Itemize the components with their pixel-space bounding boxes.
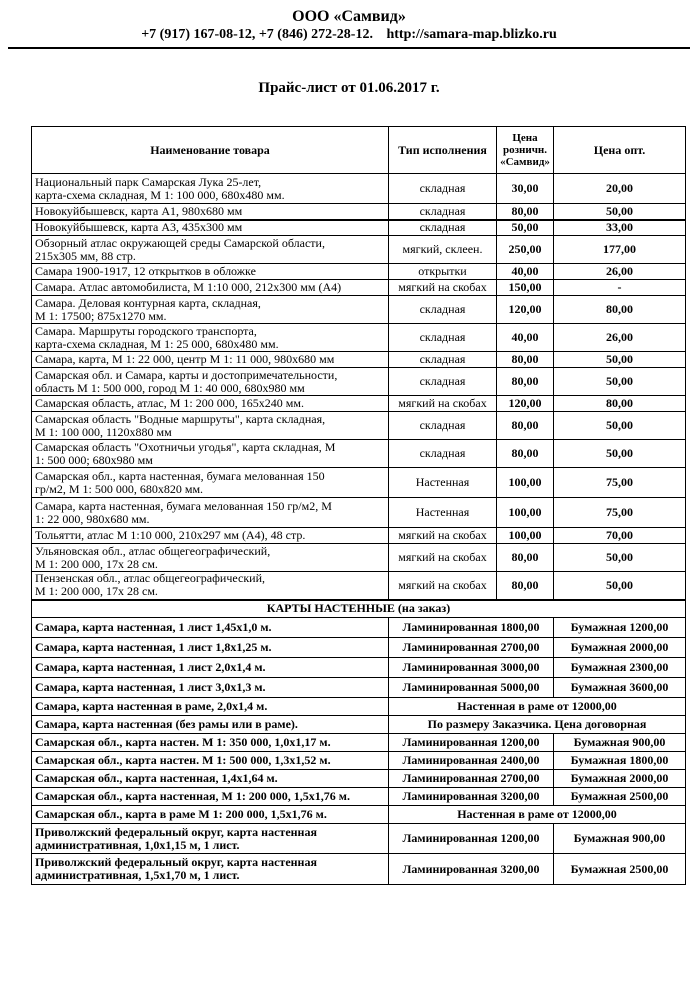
paper-price: Бумажная 1200,00: [554, 618, 686, 638]
wall-map-row: [32, 734, 686, 752]
wall-map-row: [32, 770, 686, 788]
product-row: [32, 468, 686, 498]
product-row: [32, 174, 686, 204]
wholesale-price: 50,00: [554, 440, 686, 468]
wall-map-row: [32, 618, 686, 638]
retail-price: 80,00: [497, 204, 554, 220]
wholesale-price: 20,00: [554, 174, 686, 204]
product-name: Пензенская обл., атлас общегеографический, М 1: 200 000, 17х 28 см.: [32, 572, 389, 600]
product-type: открытки: [389, 264, 497, 280]
product-type: складная: [389, 204, 497, 220]
wall-map-row: [32, 678, 686, 698]
wall-map-name: Самара, карта настенная, 1 лист 1,8х1,25 м.: [32, 638, 389, 658]
wall-map-name: Приволжский федеральный округ, карта настенная административная, 1,5х1,70 м, 1 лист.: [32, 854, 389, 885]
wall-map-name: Самара, карта настенная, 1 лист 2,0х1,4 м.: [32, 658, 389, 678]
product-type: мягкий на скобах: [389, 572, 497, 600]
product-name: Самарская область, атлас, М 1: 200 000, 165х240 мм.: [32, 396, 389, 412]
price-list-title: Прайс-лист от 01.06.2017 г.: [258, 80, 440, 96]
wholesale-price: 26,00: [554, 264, 686, 280]
paper-price: Бумажная 2000,00: [554, 638, 686, 658]
retail-price: 250,00: [497, 236, 554, 264]
wholesale-price: 50,00: [554, 368, 686, 396]
paper-price: Бумажная 3600,00: [554, 678, 686, 698]
wall-map-name: Приволжский федеральный округ, карта настенная административная, 1,0х1,15 м, 1 лист.: [32, 824, 389, 854]
header-retail-price: Цена розничн. «Самвид»: [497, 127, 554, 174]
product-row: [32, 572, 686, 600]
wall-map-row: [32, 806, 686, 824]
wholesale-price: 50,00: [554, 572, 686, 600]
wall-map-name: Самара, карта настенная, 1 лист 3,0х1,3 м.: [32, 678, 389, 698]
retail-price: 100,00: [497, 528, 554, 544]
paper-price: Бумажная 2500,00: [554, 788, 686, 806]
retail-price: 80,00: [497, 352, 554, 368]
product-name: Самара, карта настенная, бумага мелованная 150 гр/м2, М 1: 22 000, 980х680 мм.: [32, 498, 389, 528]
retail-price: 80,00: [497, 440, 554, 468]
product-name: Самарская обл., карта настенная, бумага мелованная 150 гр/м2, М 1: 500 000, 680х820 мм.: [32, 468, 389, 498]
header-type: Тип исполнения: [389, 127, 497, 174]
paper-price: Бумажная 2000,00: [554, 770, 686, 788]
laminated-price: Ламинированная 3200,00: [389, 788, 554, 806]
retail-price: 80,00: [497, 412, 554, 440]
product-name: Самара. Маршруты городского транспорта, карта-схема складная, М 1: 25 000, 680х480 мм.: [32, 324, 389, 352]
laminated-price: Ламинированная 2700,00: [389, 770, 554, 788]
product-name: Самара. Деловая контурная карта, складная, М 1: 17500; 875х1270 мм.: [32, 296, 389, 324]
retail-price: 30,00: [497, 174, 554, 204]
wholesale-price: 50,00: [554, 544, 686, 572]
wall-map-name: Самарская обл., карта настенная, М 1: 200 000, 1,5х1,76 м.: [32, 788, 389, 806]
wholesale-price: 26,00: [554, 324, 686, 352]
laminated-price: Ламинированная 1200,00: [389, 734, 554, 752]
wall-map-row: [32, 698, 686, 716]
wholesale-price: -: [554, 280, 686, 296]
wholesale-price: 75,00: [554, 498, 686, 528]
product-row: [32, 498, 686, 528]
table-header-row: [32, 127, 686, 174]
product-type: складная: [389, 296, 497, 324]
header-divider: [8, 47, 690, 49]
wall-map-name: Самара, карта настенная (без рамы или в раме).: [32, 716, 389, 734]
product-type: складная: [389, 174, 497, 204]
product-name: Самарская область "Охотничьи угодья", карта складная, М 1: 500 000; 680х980 мм: [32, 440, 389, 468]
product-type: мягкий на скобах: [389, 528, 497, 544]
product-name: Самара, карта, М 1: 22 000, центр М 1: 11 000, 980х680 мм: [32, 352, 389, 368]
product-name: Ульяновская обл., атлас общегеографический, М 1: 200 000, 17х 28 см.: [32, 544, 389, 572]
product-row: [32, 220, 686, 236]
laminated-price: Ламинированная 2400,00: [389, 752, 554, 770]
retail-price: 120,00: [497, 296, 554, 324]
wall-map-row: [32, 824, 686, 854]
product-row: [32, 204, 686, 220]
wholesale-price: 80,00: [554, 396, 686, 412]
laminated-price: Ламинированная 2700,00: [389, 638, 554, 658]
paper-price: Бумажная 900,00: [554, 734, 686, 752]
retail-price: 80,00: [497, 368, 554, 396]
phone-numbers: +7 (917) 167-08-12, +7 (846) 272-28-12.: [141, 27, 373, 42]
wall-map-row: [32, 788, 686, 806]
paper-price: Бумажная 1800,00: [554, 752, 686, 770]
product-row: [32, 324, 686, 352]
paper-price: Бумажная 2500,00: [554, 854, 686, 885]
laminated-price: Ламинированная 1200,00: [389, 824, 554, 854]
product-type: мягкий на скобах: [389, 396, 497, 412]
wall-map-row: [32, 638, 686, 658]
wholesale-price: 50,00: [554, 352, 686, 368]
product-name: Обзорный атлас окружающей среды Самарской области, 215х305 мм, 88 стр.: [32, 236, 389, 264]
wall-map-name: Самарская обл., карта настенная, 1,4х1,64 м.: [32, 770, 389, 788]
header-wholesale-price: Цена опт.: [554, 127, 686, 174]
price-table: [31, 126, 686, 885]
product-row: [32, 352, 686, 368]
product-name: Самара 1900-1917, 12 открытков в обложке: [32, 264, 389, 280]
wholesale-price: 70,00: [554, 528, 686, 544]
product-type: складная: [389, 368, 497, 396]
laminated-price: Ламинированная 5000,00: [389, 678, 554, 698]
wall-map-row: [32, 716, 686, 734]
product-row: [32, 368, 686, 396]
wall-maps-section-row: [32, 600, 686, 618]
laminated-price: Ламинированная 3000,00: [389, 658, 554, 678]
retail-price: 150,00: [497, 280, 554, 296]
product-row: [32, 412, 686, 440]
retail-price: 80,00: [497, 572, 554, 600]
retail-price: 100,00: [497, 468, 554, 498]
wall-map-price-note: По размеру Заказчика. Цена договорная: [389, 716, 686, 734]
product-type: складная: [389, 352, 497, 368]
wall-map-row: [32, 658, 686, 678]
product-name: Самарская обл. и Самара, карты и достопримечательности, область М 1: 500 000, город М 1: 40 000, 680х980 мм: [32, 368, 389, 396]
product-name: Тольятти, атлас М 1:10 000, 210х297 мм (А4), 48 стр.: [32, 528, 389, 544]
wall-maps-section-title: КАРТЫ НАСТЕННЫЕ (на заказ): [32, 600, 686, 618]
price-table-body: [32, 174, 686, 885]
product-row: [32, 296, 686, 324]
wall-map-price-note: Настенная в раме от 12000,00: [389, 806, 686, 824]
wholesale-price: 33,00: [554, 220, 686, 236]
retail-price: 40,00: [497, 264, 554, 280]
wall-map-row: [32, 854, 686, 885]
product-row: [32, 264, 686, 280]
product-row: [32, 544, 686, 572]
product-name: Новокуйбышевск, карта А3, 435х300 мм: [32, 220, 389, 236]
retail-price: 50,00: [497, 220, 554, 236]
product-type: складная: [389, 324, 497, 352]
product-name: Самара. Атлас автомобилиста, М 1:10 000, 212х300 мм (А4): [32, 280, 389, 296]
product-row: [32, 280, 686, 296]
retail-price: 40,00: [497, 324, 554, 352]
retail-price: 100,00: [497, 498, 554, 528]
wholesale-price: 50,00: [554, 412, 686, 440]
product-row: [32, 440, 686, 468]
retail-price: 80,00: [497, 544, 554, 572]
wholesale-price: 80,00: [554, 296, 686, 324]
paper-price: Бумажная 2300,00: [554, 658, 686, 678]
wall-map-name: Самара, карта настенная, 1 лист 1,45х1,0 м.: [32, 618, 389, 638]
retail-price: 120,00: [497, 396, 554, 412]
wholesale-price: 177,00: [554, 236, 686, 264]
product-type: мягкий на скобах: [389, 280, 497, 296]
wholesale-price: 75,00: [554, 468, 686, 498]
company-name: ООО «Самвид»: [292, 8, 406, 25]
laminated-price: Ламинированная 1800,00: [389, 618, 554, 638]
wholesale-price: 50,00: [554, 204, 686, 220]
wall-map-row: [32, 752, 686, 770]
wall-map-price-note: Настенная в раме от 12000,00: [389, 698, 686, 716]
product-type: Настенная: [389, 498, 497, 528]
contacts-line: [0, 27, 698, 43]
product-name: Национальный парк Самарская Лука 25-лет, карта-схема складная, М 1: 100 000, 680х480 мм.: [32, 174, 389, 204]
wall-map-name: Самарская обл., карта настен. М 1: 350 000, 1,0х1,17 м.: [32, 734, 389, 752]
laminated-price: Ламинированная 3200,00: [389, 854, 554, 885]
paper-price: Бумажная 900,00: [554, 824, 686, 854]
product-type: складная: [389, 220, 497, 236]
product-type: мягкий на скобах: [389, 544, 497, 572]
product-name: Самарская область "Водные маршруты", карта складная, М 1: 100 000, 1120х880 мм: [32, 412, 389, 440]
product-row: [32, 236, 686, 264]
product-type: складная: [389, 440, 497, 468]
product-name: Новокуйбышевск, карта А1, 980х680 мм: [32, 204, 389, 220]
wall-map-name: Самарская обл., карта настен. М 1: 500 000, 1,3х1,52 м.: [32, 752, 389, 770]
product-row: [32, 528, 686, 544]
header-product-name: Наименование товара: [32, 127, 389, 174]
wall-map-name: Самарская обл., карта в раме М 1: 200 000, 1,5х1,76 м.: [32, 806, 389, 824]
product-type: Настенная: [389, 468, 497, 498]
product-type: складная: [389, 412, 497, 440]
product-row: [32, 396, 686, 412]
website-link[interactable]: http://samara-map.blizko.ru: [386, 27, 557, 42]
wall-map-name: Самара, карта настенная в раме, 2,0х1,4 м.: [32, 698, 389, 716]
product-type: мягкий, склеен.: [389, 236, 497, 264]
